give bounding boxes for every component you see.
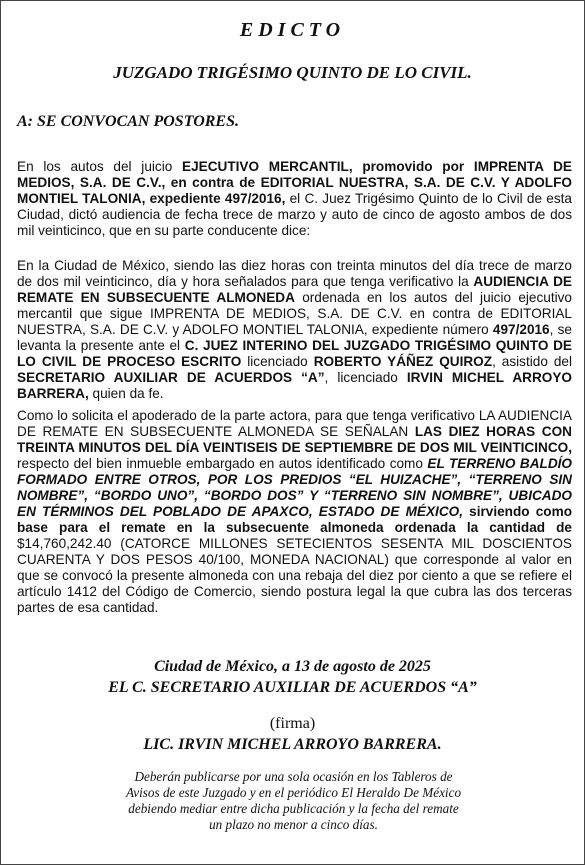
bold-run: ROBERTO YÁÑEZ QUIROZ bbox=[313, 354, 493, 369]
paragraph-case-intro bbox=[17, 159, 572, 239]
bold-run: AUDIENCIA DE REMATE EN SUBSECUENTE ALMONEDA bbox=[17, 274, 572, 305]
place-date: Ciudad de México, a 13 de agosto de 2025 bbox=[154, 658, 431, 675]
bold-run: 497/2016 bbox=[492, 322, 550, 337]
signature-mark: (firma) bbox=[269, 715, 316, 732]
bold-run: sirviendo como base para el remate en la subsecuente almoneda ordenada la cantidad de bbox=[17, 504, 572, 535]
text-run: respecto del bien inmueble embargado en autos identificado como bbox=[17, 456, 428, 471]
addressee-line: A: SE CONVOCAN POSTORES. bbox=[17, 113, 239, 130]
court-name: JUZGADO TRIGÉSIMO QUINTO DE LO CIVIL. bbox=[113, 63, 472, 82]
document-title: EDICTO bbox=[239, 19, 346, 41]
secretary-title: EL C. SECRETARIO AUXILIAR DE ACUERDOS “A” bbox=[108, 679, 477, 696]
paragraph-auction-terms bbox=[17, 408, 572, 616]
bold-run: IRVIN MICHEL ARROYO BARRERA, bbox=[17, 370, 572, 401]
text-run: quien da fe. bbox=[88, 386, 164, 401]
bold-run: SECRETARIO AUXILIAR DE ACUERDOS “A” bbox=[17, 370, 325, 385]
text-run: , se levanta la presente ante el bbox=[17, 322, 572, 353]
bold-run: LAS DIEZ HORAS CON TREINTA MINUTOS DEL DÍA VEINTISEIS DE SEPTIEMBRE DE DOS MIL VEINTICINCO, bbox=[17, 424, 572, 455]
text-run: , licenciado bbox=[324, 370, 407, 385]
text-run: $14,760,242.40 (CATORCE MILLONES SETECIENTOS SESENTA MIL DOSCIENTOS CUARENTA Y DOS PESOS 40/100, MONEDA NACIONAL) que corresponde al valor en que se convocó la presente almoneda con una rebaja del diez por ciento a que se refiere el artículo 1412 del Código de Comercio, siendo postura legal la que cubra las dos terceras partes de esa cantidad. bbox=[17, 536, 572, 615]
signer-name: LIC. IRVIN MICHEL ARROYO BARRERA. bbox=[143, 736, 442, 753]
text-run: Como lo solicita el apoderado de la parte actora, para que tenga verificativo LA AUDIENCIA DE REMATE EN SUBSECUENTE ALMONEDA SE SEÑALAN bbox=[17, 408, 572, 439]
paragraph-hearing bbox=[17, 258, 572, 402]
bold-run: C. JUEZ INTERINO DEL JUZGADO TRIGÉSIMO QUINTO DE LO CIVIL DE PROCESO ESCRITO bbox=[17, 338, 572, 369]
text-run: En la Ciudad de México, siendo las diez horas con treinta minutos del día trece de marzo de dos mil veinticinco, día y hora señalados para que tenga verificativo la bbox=[17, 258, 572, 289]
text-run: En los autos del juicio bbox=[17, 159, 183, 174]
publication-note: Deberán publicarse por una sola ocasión en los Tableros de Avisos de este Juzgado y en el periódico El Heraldo De México debiendo mediar entre dicha publicación y la fecha del remate un plazo no menor a cinco días. bbox=[125, 769, 462, 832]
text-run: , asistido del bbox=[492, 354, 573, 369]
text-run: ordenada en los autos del juicio ejecutivo mercantil que sigue IMPRENTA DE MEDIOS, S.A. DE C.V. en contra de EDITORIAL NUESTRA, S.A. DE C.V. y ADOLFO MONTIEL TALONIA, expediente número bbox=[17, 290, 572, 337]
bold-italic-run: EL TERRENO BALDÍO FORMADO ENTRE OTROS, POR LOS PREDIOS “EL HUIZACHE”, “TERRENO SIN NOMBRE”, “BORDO UNO”, “BORDO DOS” Y “TERRENO SIN NOMBRE”, UBICADO EN TÉRMINOS DEL POBLADO DE APAXCO, ESTADO DE MÉXICO, bbox=[17, 456, 573, 519]
text-run: el C. Juez Trigésimo Quinto de lo Civil de esta Ciudad, dictó audiencia de fecha trece de marzo y auto de cinco de agosto ambos de dos mil veinticinco, que en su parte conducente dice: bbox=[17, 191, 572, 238]
bold-run: EJECUTIVO MERCANTIL, promovido por IMPRENTA DE MEDIOS, S.A. DE C.V., en contra de EDITORIAL NUESTRA, S.A. DE C.V. Y ADOLFO MONTIEL TALONIA, expediente 497/2016, bbox=[17, 159, 572, 206]
text-run: licenciado bbox=[241, 354, 314, 369]
